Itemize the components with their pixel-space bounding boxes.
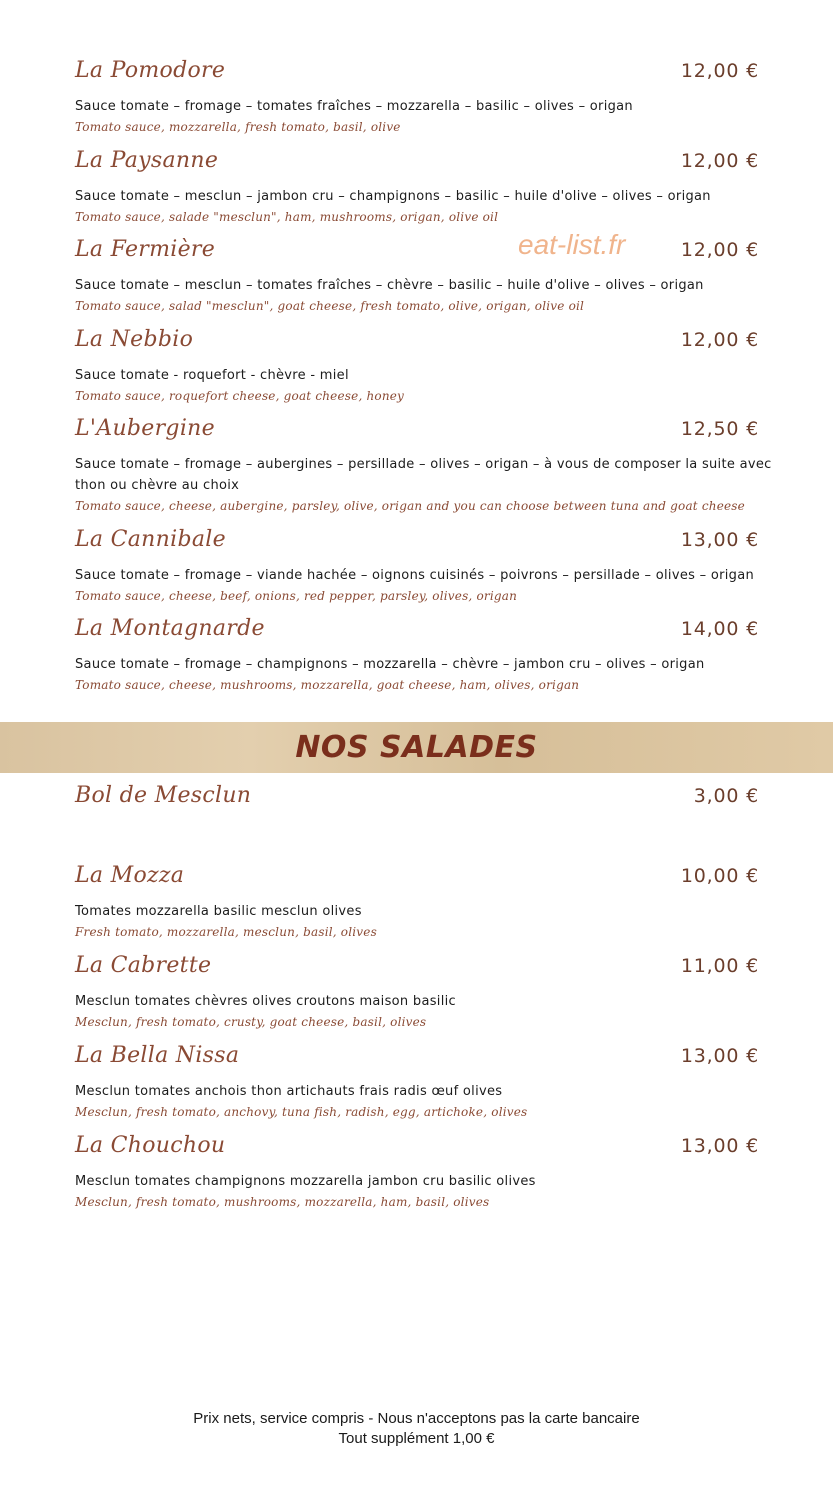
item-name: L'Aubergine — [75, 416, 215, 441]
item-ingredients: Sauce tomate – fromage – tomates fraîches – mozzarella – basilic – olives – origan — [75, 99, 633, 114]
item-description — [75, 901, 775, 942]
item-name: Bol de Mesclun — [75, 783, 252, 808]
item-translation: Tomato sauce, cheese, aubergine, parsley, olive, origan and you can choose between tuna and goat cheese — [75, 499, 745, 513]
item-price: 13,00 € — [680, 1045, 759, 1067]
item-ingredients: Mesclun tomates chèvres olives croutons maison basilic — [75, 994, 456, 1009]
item-ingredients: Sauce tomate – fromage – champignons – mozzarella – chèvre – jambon cru – olives – origan — [75, 657, 705, 672]
footer-line-payment: Prix nets, service compris - Nous n'acceptons pas la carte bancaire — [193, 1410, 640, 1427]
item-description — [75, 991, 775, 1032]
item-ingredients: Tomates mozzarella basilic mesclun olives — [75, 904, 362, 919]
item-name: La Chouchou — [75, 1133, 226, 1158]
item-name: La Fermière — [75, 237, 216, 262]
item-description — [75, 96, 775, 137]
item-translation: Tomato sauce, salade "mesclun", ham, mushrooms, origan, olive oil — [75, 210, 499, 224]
item-ingredients: Sauce tomate - roquefort - chèvre - miel — [75, 368, 349, 383]
item-description — [75, 365, 775, 406]
item-description — [75, 1081, 775, 1122]
item-description — [75, 186, 775, 227]
item-translation: Tomato sauce, cheese, mushrooms, mozzarella, goat cheese, ham, olives, origan — [75, 678, 580, 692]
item-translation: Mesclun, fresh tomato, anchovy, tuna fish, radish, egg, artichoke, olives — [75, 1105, 528, 1119]
item-translation: Tomato sauce, cheese, beef, onions, red pepper, parsley, olives, origan — [75, 589, 518, 603]
item-price: 13,00 € — [680, 1135, 759, 1157]
item-price: 12,00 € — [680, 60, 759, 82]
item-name: La Cannibale — [75, 527, 226, 552]
section-banner — [0, 722, 833, 773]
item-price: 10,00 € — [680, 865, 759, 887]
footer-line-supplement: Tout supplément 1,00 € — [338, 1430, 495, 1447]
item-price: 12,00 € — [680, 329, 759, 351]
item-price: 3,00 € — [693, 785, 759, 807]
watermark-text: eat-list.fr — [518, 229, 626, 260]
item-translation: Mesclun, fresh tomato, mushrooms, mozzarella, ham, basil, olives — [75, 1195, 490, 1209]
item-translation: Tomato sauce, roquefort cheese, goat cheese, honey — [75, 389, 405, 403]
item-name: La Bella Nissa — [75, 1043, 240, 1068]
item-translation: Tomato sauce, mozzarella, fresh tomato, basil, olive — [75, 120, 401, 134]
item-ingredients: Sauce tomate – fromage – viande hachée – oignons cuisinés – poivrons – persillade – olives – origan — [75, 568, 755, 583]
section-title: NOS SALADES — [295, 730, 538, 765]
item-name: La Nebbio — [75, 327, 194, 352]
item-name: La Pomodore — [75, 58, 226, 83]
item-price: 12,00 € — [680, 239, 759, 261]
footer-note — [0, 1409, 833, 1449]
item-description — [75, 654, 775, 695]
item-price: 12,50 € — [680, 418, 759, 440]
item-price: 14,00 € — [680, 618, 759, 640]
item-price: 11,00 € — [680, 955, 759, 977]
item-name: La Montagnarde — [75, 616, 265, 641]
item-name: La Mozza — [75, 863, 185, 888]
item-name: La Cabrette — [75, 953, 212, 978]
item-translation: Fresh tomato, mozzarella, mesclun, basil, olives — [75, 925, 377, 939]
item-description — [75, 454, 775, 516]
item-translation: Tomato sauce, salad "mesclun", goat cheese, fresh tomato, olive, origan, olive oil — [75, 299, 585, 313]
item-price: 12,00 € — [680, 150, 759, 172]
item-ingredients: Sauce tomate – mesclun – tomates fraîches – chèvre – basilic – huile d'olive – olives – origan — [75, 278, 704, 293]
item-description — [75, 1171, 775, 1212]
item-price: 13,00 € — [680, 529, 759, 551]
item-name: La Paysanne — [75, 148, 219, 173]
item-ingredients: Mesclun tomates anchois thon artichauts frais radis œuf olives — [75, 1084, 503, 1099]
item-ingredients: Sauce tomate – fromage – aubergines – persillade – olives – origan – à vous de composer la suite avec thon ou chèvre au choix — [75, 457, 772, 493]
item-description — [75, 275, 775, 316]
item-translation: Mesclun, fresh tomato, crusty, goat cheese, basil, olives — [75, 1015, 427, 1029]
item-ingredients: Mesclun tomates champignons mozzarella jambon cru basilic olives — [75, 1174, 536, 1189]
item-description — [75, 565, 775, 606]
item-ingredients: Sauce tomate – mesclun – jambon cru – champignons – basilic – huile d'olive – olives – origan — [75, 189, 711, 204]
